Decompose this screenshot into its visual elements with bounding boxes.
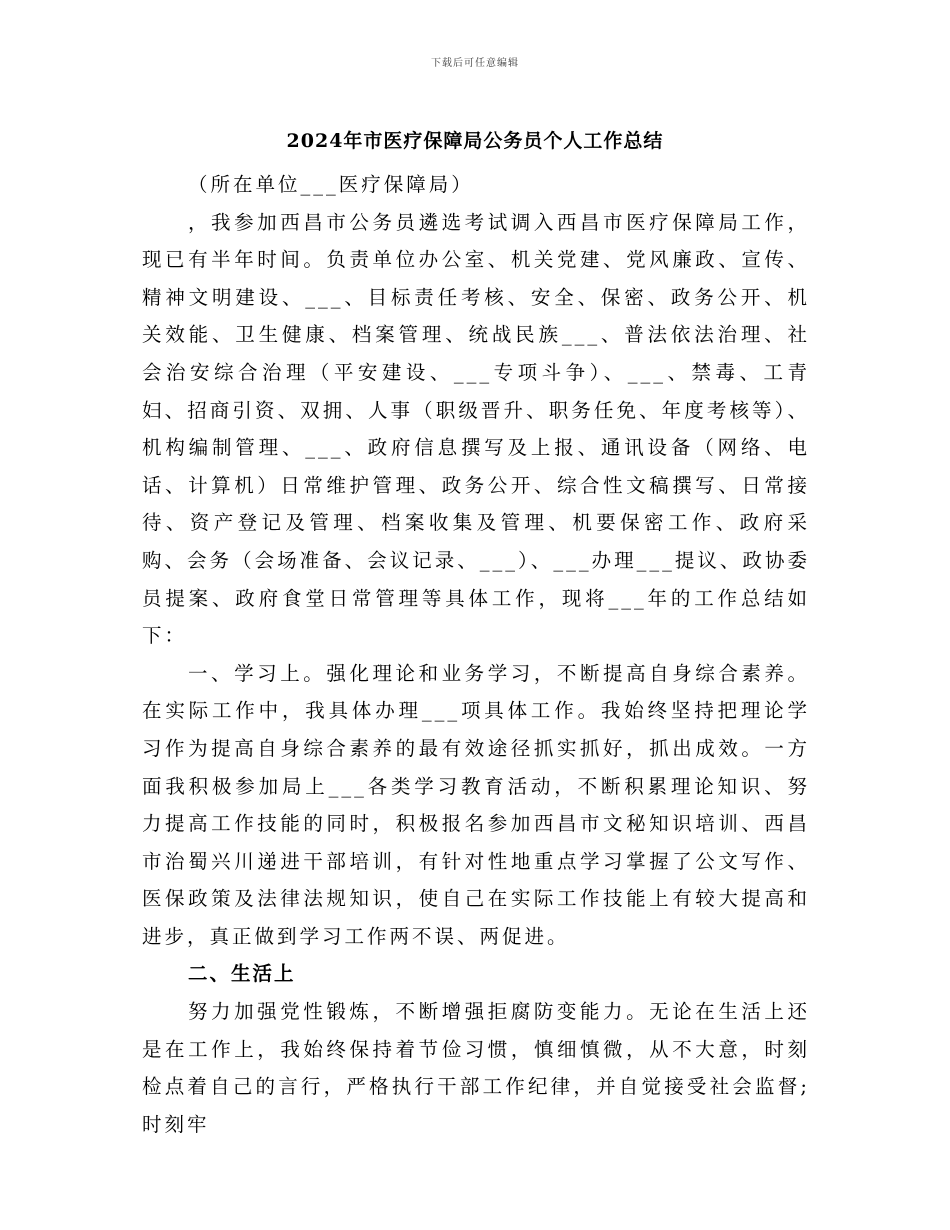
section-heading-life: 二、生活上 (188, 962, 296, 986)
header-note: 下载后可任意编辑 (431, 58, 519, 69)
study-paragraph: 一、学习上。强化理论和业务学习，不断提高自身综合素养。在实际工作中，我具体办理___项具体工作。我始终坚持把理论学习作为提高自身综合素养的最有效途径抓实抓好，抓出成效。一方面我积极参加局上___各类学习教育活动，不断积累理论知识、努力提高工作技能的同时，积极报名参加西昌市文秘知识培训、西昌市治蜀兴川递进干部培训，有针对性地重点学习掌握了公文写作、医保政策及法律法规知识，使自己在实际工作技能上有较大提高和进步，真正做到学习工作两不误、两促进。 (142, 661, 810, 948)
life-paragraph: 努力加强党性锻炼，不断增强拒腐防变能力。无论在生活上还是在工作上，我始终保持着节俭习惯，慎细慎微，从不大意，时刻检点着自己的言行，严格执行干部工作纪律，并自觉接受社会监督;时刻牢 (142, 1000, 810, 1136)
document-title: 2024年市医疗保障局公务员个人工作总结 (286, 130, 664, 152)
document-body (142, 166, 810, 1143)
intro-paragraph: ，我参加西昌市公务员遴选考试调入西昌市医疗保障局工作，现已有半年时间。负责单位办公室、机关党建、党风廉政、宣传、精神文明建设、___、目标责任考核、安全、保密、政务公开、机关效能、卫生健康、档案管理、统战民族___、普法依法治理、社会治安综合治理（平安建设、___专项斗争）、___、禁毒、工青妇、招商引资、双拥、人事（职级晋升、职务任免、年度考核等）、机构编制管理、___、政府信息撰写及上报、通讯设备（网络、电话、计算机）日常维护管理、政务公开、综合性文稿撰写、日常接待、资产登记及管理、档案收集及管理、机要保密工作、政府采购、会务（会场准备、会议记录、___）、___办理___提议、政协委员提案、政府食堂日常管理等具体工作，现将___年的工作总结如下： (142, 210, 810, 648)
unit-line: （所在单位___医疗保障局） (188, 173, 474, 196)
